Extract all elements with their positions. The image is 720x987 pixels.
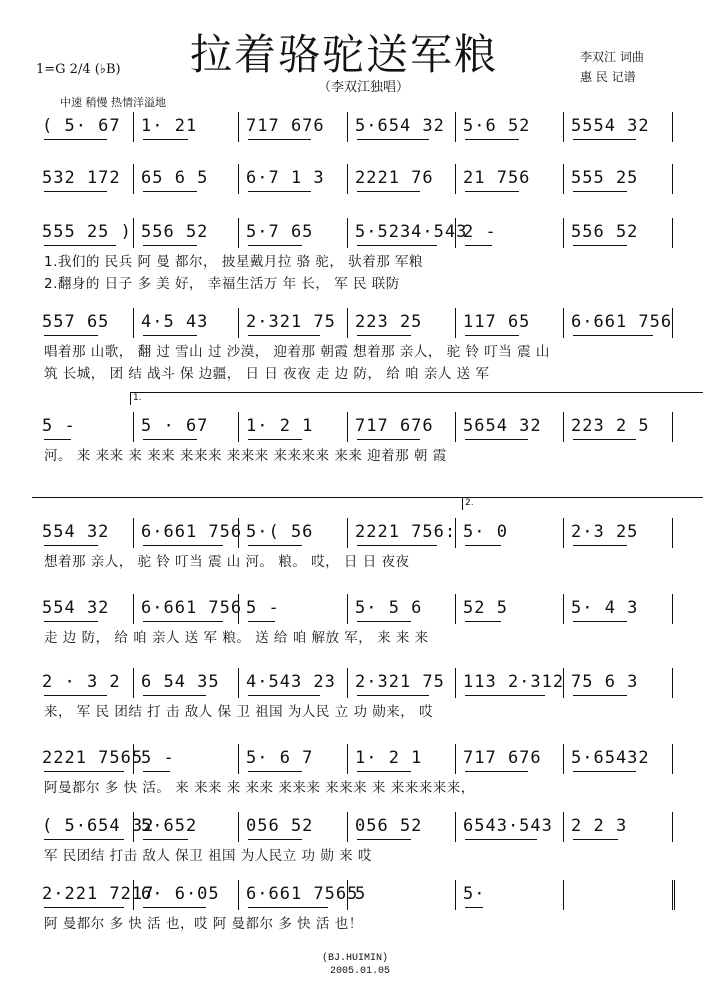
barline [672,112,673,142]
measure: 5· 5 6 [355,598,423,618]
beam-line [44,191,107,192]
barline [563,744,564,774]
barline [238,112,239,142]
barline [455,744,456,774]
barline [455,164,456,194]
song-title: 拉着骆驼送军粮 [190,30,499,79]
barline [238,412,239,442]
beam-line [248,139,311,140]
measure: 5 - [141,748,175,768]
barline [347,112,348,142]
barline [347,744,348,774]
measure: 2 · 3 2 [42,672,121,692]
measure: 2·221 7217 [42,884,155,904]
beam-line [573,191,627,192]
measure: 556 52 [571,222,639,242]
credit-lyrics-music: 李双江 词曲 [580,50,644,64]
barline [672,744,673,774]
measure: 5 - [246,598,280,618]
beam-line [44,139,107,140]
beam-line [44,695,107,696]
barline [133,218,134,248]
beam-line [248,771,302,772]
measure: 2 - [463,222,497,242]
barline [133,412,134,442]
beam-line [44,245,116,246]
measure: 21 756 [463,168,531,188]
measure: 2221 7565 [42,748,144,768]
measure: 6 54 35 [141,672,220,692]
beam-line [573,139,636,140]
barline [672,412,673,442]
measure: 5·652 [141,816,198,836]
beam-line [357,191,420,192]
measure: 5 [355,884,367,904]
beam-line [143,439,197,440]
barline [455,412,456,442]
barline [347,164,348,194]
measure: 117 65 [463,312,531,332]
beam-line [248,545,302,546]
beam-line [44,439,71,440]
measure: 717 676 [355,416,434,436]
measure: 717 676 [246,116,325,136]
volta-1-cont [32,497,462,510]
measure: ( 5·654 32 [42,816,155,836]
song-subtitle: （李双江独唱） [318,80,410,95]
beam-line [248,839,302,840]
measure: 75 6 3 [571,672,639,692]
barline [347,412,348,442]
barline [347,518,348,548]
barline [672,880,675,910]
measure: 6543·543 [463,816,553,836]
beam-line [143,335,197,336]
beam-line [357,695,429,696]
measure: 5· 6 7 [246,748,314,768]
barline [347,812,348,842]
barline [133,518,134,548]
measure: 113 2·312 [463,672,565,692]
measure: 557 65 [42,312,110,332]
beam-line [248,439,302,440]
barline [133,164,134,194]
barline [563,218,564,248]
barline [672,518,673,548]
barline [238,164,239,194]
barline [672,218,673,248]
measure: 2·321 75 [355,672,445,692]
beam-line [357,621,411,622]
lyric-line: 来， 军 民 团结 打 击 敌人 保 卫 祖国 为人民 立 功 勋来， 哎 [44,704,434,720]
barline [563,594,564,624]
lyric-line: 阿曼都尔 多 快 活。 来 来来 来 来来 来来来 来来来 来 来来来来来， [44,780,475,796]
measure: 6·661 756 [141,522,243,542]
measure: 4·543 23 [246,672,336,692]
beam-line [357,139,429,140]
beam-line [573,335,653,336]
beam-line [248,907,328,908]
date-mark: 2005.01.05 [330,966,391,977]
measure: 65 6 5 [141,168,209,188]
measure: 223 25 [355,312,423,332]
beam-line [573,695,627,696]
beam-line [143,695,206,696]
arranger-mark: (BJ.HUIMIN) [322,953,389,964]
beam-line [44,771,124,772]
barline [672,812,673,842]
beam-line [465,245,492,246]
measure: 5·654 32 [355,116,445,136]
measure: 717 676 [463,748,542,768]
beam-line [44,839,124,840]
measure: 554 32 [42,522,110,542]
beam-line [357,335,411,336]
measure: 2221 756: [355,522,457,542]
lyric-line: 走 边 防， 给 咱 亲人 送 军 粮。 送 给 咱 解放 军， 来 来 来 [44,630,429,646]
measure: 5554 32 [571,116,650,136]
key-signature: 1=G 2/4 (♭B) [36,62,121,77]
measure: 5·( 56 [246,522,314,542]
measure: 1· 2 1 [355,748,423,768]
beam-line [143,191,197,192]
beam-line [248,245,302,246]
barline [563,518,564,548]
measure: 2221 76 [355,168,434,188]
measure: 223 2 5 [571,416,650,436]
measure: 6·7 1 3 [246,168,325,188]
barline [563,412,564,442]
measure: 6·661 756 [571,312,673,332]
measure: 6· 6·05 [141,884,220,904]
beam-line [248,621,275,622]
measure: 056 52 [246,816,314,836]
measure: 554 32 [42,598,110,618]
measure: 52 5 [463,598,508,618]
measure: 5 - [42,416,76,436]
measure: 5 · 67 [141,416,209,436]
measure: 2·3 25 [571,522,639,542]
barline [133,594,134,624]
measure: 5·65432 [571,748,650,768]
barline [347,668,348,698]
measure: 6·661 7565 [246,884,359,904]
measure: 2 2 3 [571,816,628,836]
barline [238,744,239,774]
volta-1: 1. [130,392,703,405]
lyric-line: 1.我们的 民兵 阿 曼 都尔， 披星戴月拉 骆 驼， 驮着那 军粮 [44,254,424,270]
beam-line [248,695,320,696]
barline [455,308,456,338]
beam-line [143,839,188,840]
measure: 5·7 65 [246,222,314,242]
lyric-line: 唱着那 山歌， 翻 过 雪山 过 沙漠， 迎着那 朝霞 想着那 亲人， 驼 铃 叮当 震 山 [44,344,550,360]
barline [347,308,348,338]
beam-line [465,191,519,192]
measure: 5654 32 [463,416,542,436]
beam-line [465,695,545,696]
beam-line [573,839,618,840]
beam-line [248,191,311,192]
barline [238,812,239,842]
measure: 5· 0 [463,522,508,542]
lyric-line: 阿 曼都尔 多 快 活 也，哎 阿 曼都尔 多 快 活 也！ [44,916,363,932]
beam-line [465,839,537,840]
volta-2: 2. [462,497,703,510]
measure: 5·6 52 [463,116,531,136]
barline [563,164,564,194]
barline [455,812,456,842]
beam-line [143,545,223,546]
beam-line [357,245,437,246]
barline [455,880,456,910]
measure: 556 52 [141,222,209,242]
lyric-line: 2.翻身的 日子 多 美 好， 幸福生活万 年 长， 军 民 联防 [44,276,400,292]
barline [238,668,239,698]
beam-line [143,771,170,772]
beam-line [573,545,627,546]
lyric-line: 想着那 亲人， 驼 铃 叮当 震 山 河。 粮。 哎， 日 日 夜夜 [44,554,410,570]
measure: 5· 4 3 [571,598,639,618]
measure: 532 172 [42,168,121,188]
beam-line [357,545,437,546]
beam-line [44,907,124,908]
credit-transcriber: 惠 民 记谱 [580,70,636,84]
beam-line [143,139,188,140]
beam-line [465,771,528,772]
beam-line [143,621,223,622]
beam-line [465,545,501,546]
barline [347,218,348,248]
beam-line [143,245,197,246]
barline [238,308,239,338]
beam-line [465,139,519,140]
measure: 6·661 756 [141,598,243,618]
barline [455,594,456,624]
barline [238,880,239,910]
beam-line [573,245,627,246]
tempo-marking: 中速 稍慢 热情洋溢地 [60,96,166,109]
beam-line [465,335,519,336]
beam-line [44,545,98,546]
lyric-line: 军 民团结 打击 敌人 保卫 祖国 为人民立 功 勋 来 哎 [44,848,372,864]
measure: 2·321 75 [246,312,336,332]
beam-line [44,621,98,622]
barline [238,218,239,248]
measure: 555 25 [571,168,639,188]
beam-line [44,335,98,336]
barline [563,880,564,910]
barline [563,112,564,142]
measure: ( 5· 67 [42,116,121,136]
barline [672,164,673,194]
measure: 056 52 [355,816,423,836]
measure: 1· 21 [141,116,198,136]
beam-line [465,621,501,622]
barline [563,308,564,338]
beam-line [357,839,411,840]
beam-line [357,771,411,772]
barline [455,112,456,142]
measure: 5· [463,884,486,904]
measure: 555 25 ) [42,222,132,242]
measure: 1· 2 1 [246,416,314,436]
barline [133,668,134,698]
lyric-line: 筑 长城， 团 结 战斗 保 边疆， 日 日 夜夜 走 边 防， 给 咱 亲人 送 军 [44,366,490,382]
beam-line [573,771,636,772]
measure: 5·5234·543 [355,222,468,242]
barline [563,812,564,842]
beam-line [573,621,627,622]
beam-line [143,907,206,908]
barline [672,308,673,338]
lyric-line: 河。 来 来来 来 来来 来来来 来来来 来来来来 来来 迎着那 朝 霞 [44,448,447,464]
barline [347,594,348,624]
barline [133,308,134,338]
barline [455,668,456,698]
beam-line [465,439,528,440]
beam-line [248,335,320,336]
measure: 4·5 43 [141,312,209,332]
beam-line [465,907,483,908]
barline [133,112,134,142]
barline [672,594,673,624]
beam-line [357,439,420,440]
beam-line [573,439,636,440]
barline [672,668,673,698]
